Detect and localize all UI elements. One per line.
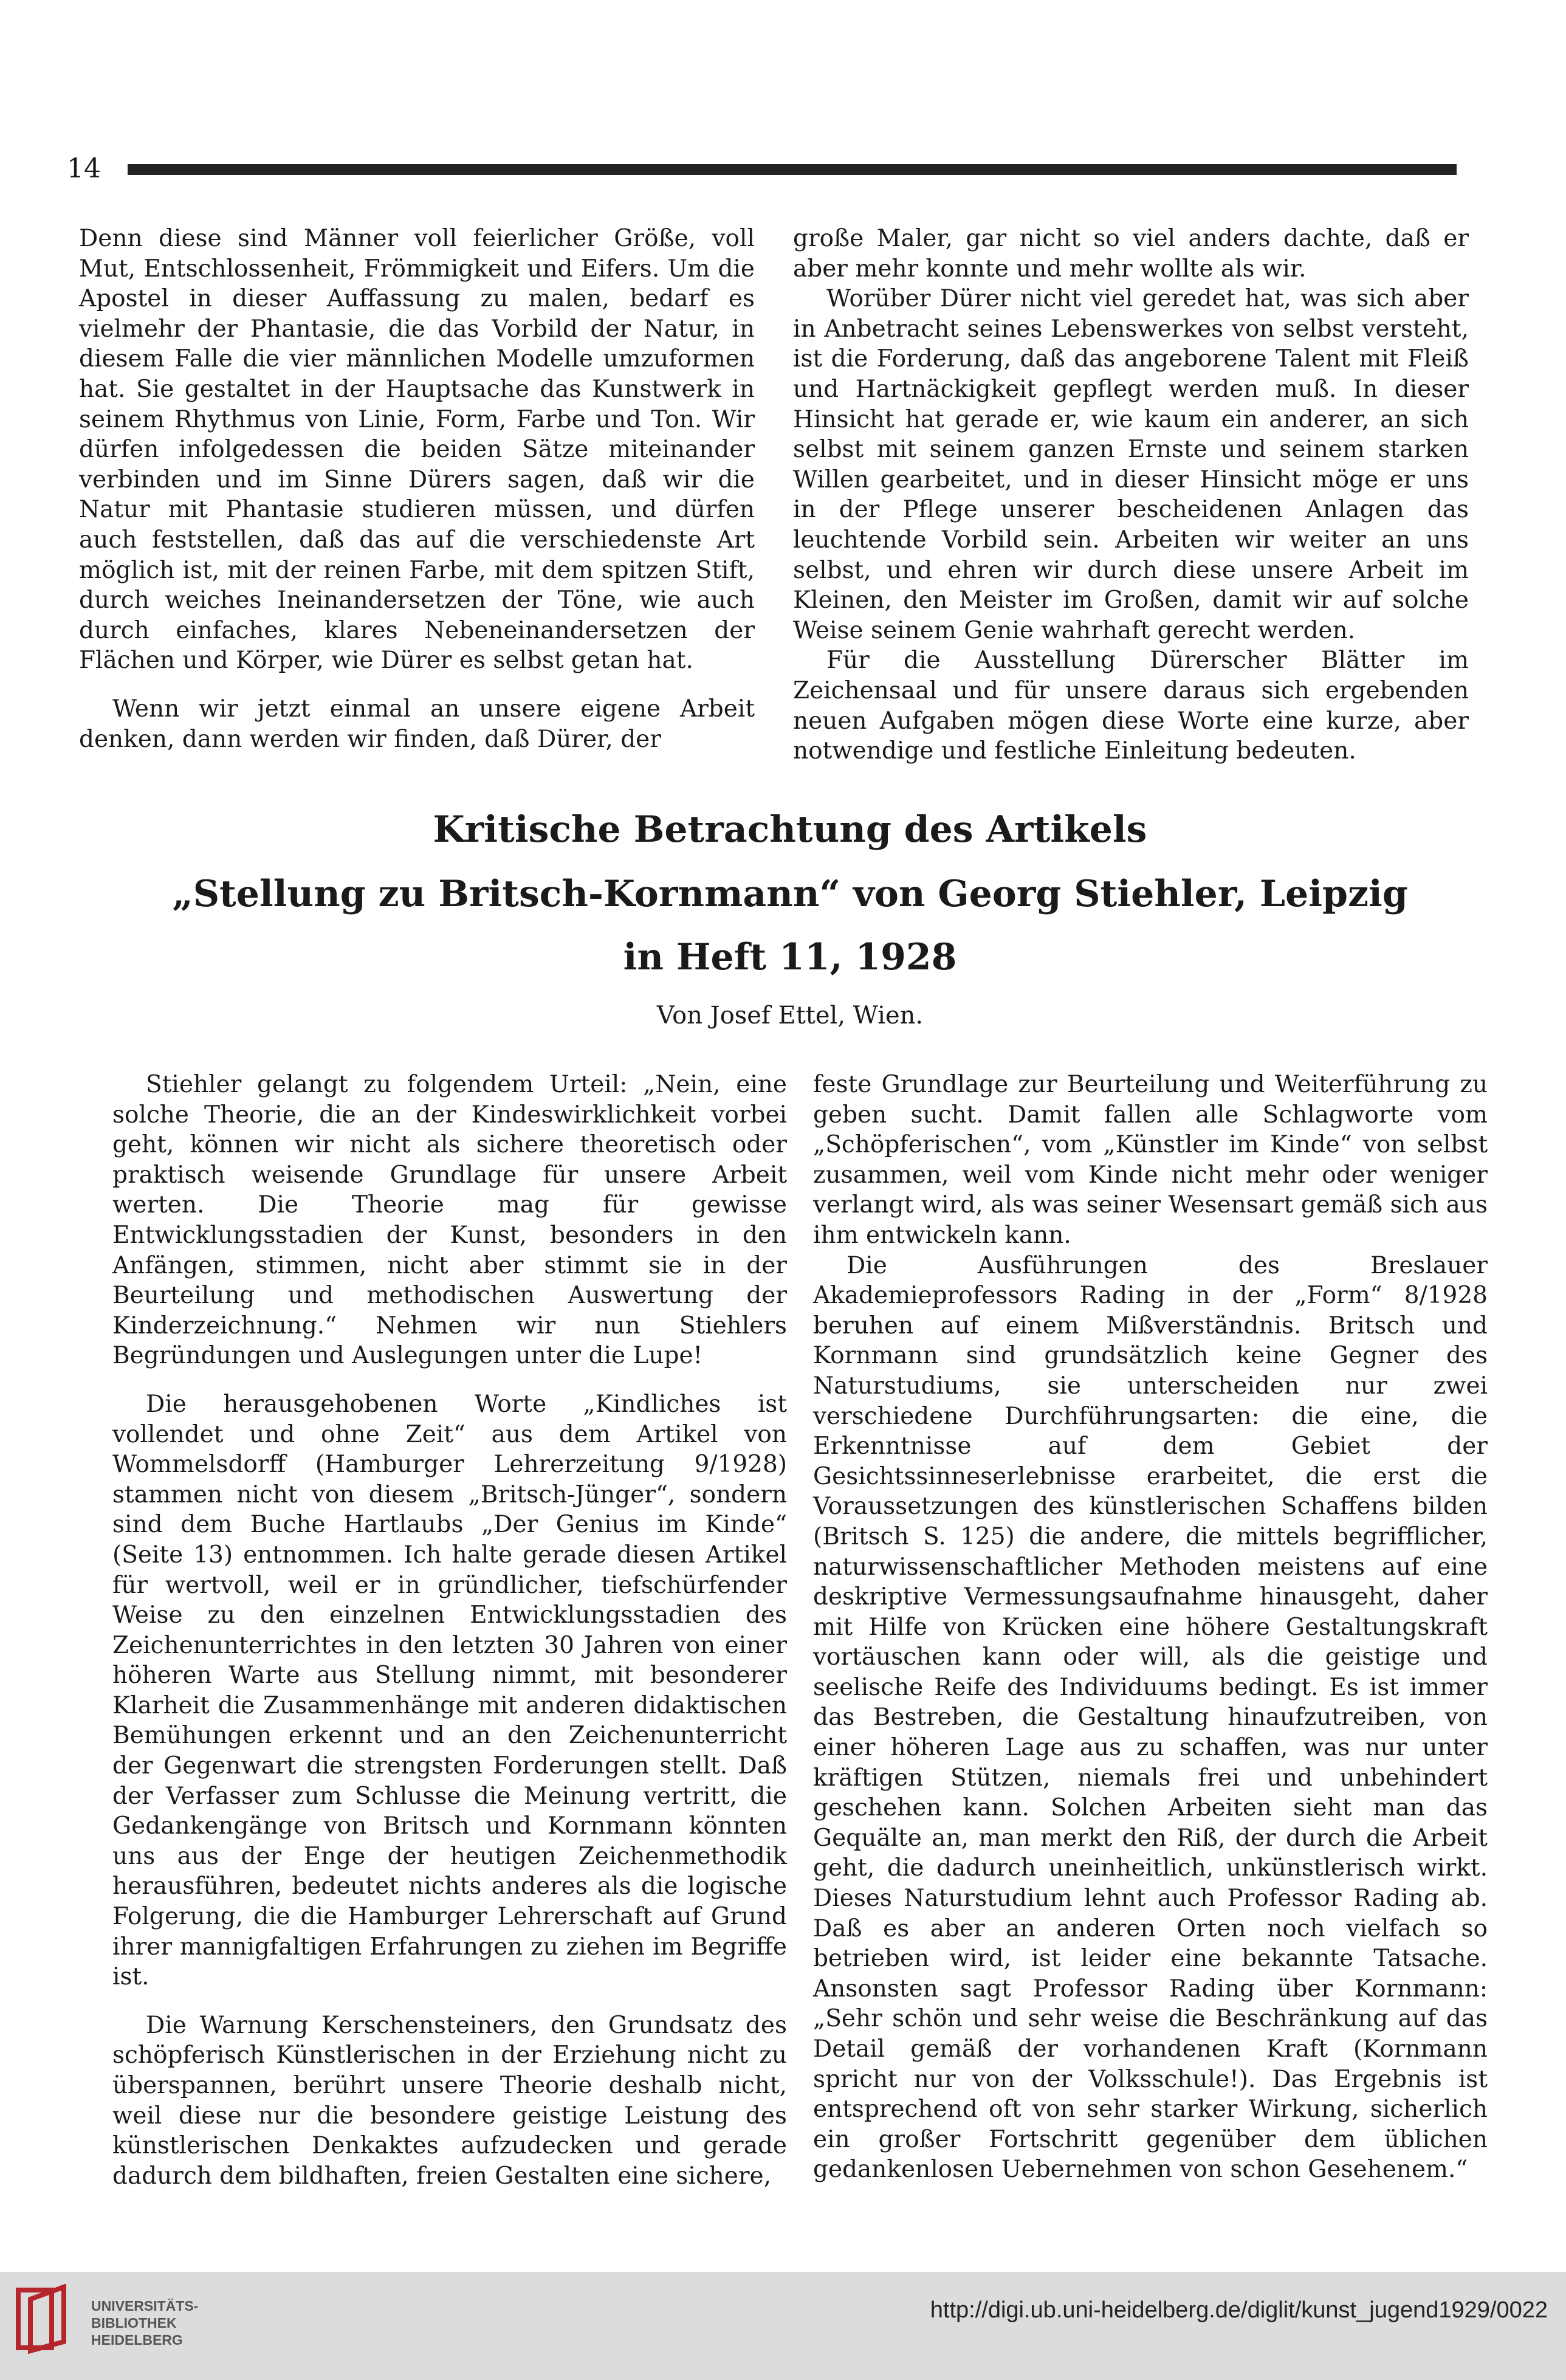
paragraph: große Maler, gar nicht so viel anders dachte, daß er aber mehr konnte und mehr wollte als wir. — [793, 225, 1469, 283]
paragraph: Stiehler gelangt zu folgendem Urteil: „Nein, eine solche Theorie, die an der Kindeswirklichkeit vorbei geht, können wir nicht als sichere theoretisch oder praktisch weisende Grundlage für unsere Arbeit werten. Die Theorie mag für gewisse Entwicklungsstadien der Kunst, besonders in den Anfängen, stimmen, nicht aber stimmt sie in der Beurteilung und methodischen Auswertung der Kinderzeichnung.“ Nehmen wir nun Stiehlers Begründungen und Auslegungen unter die Lupe! — [112, 1071, 787, 1370]
top-right-column — [793, 224, 1469, 766]
article-byline: Von Josef Ettel, Wien. — [656, 1002, 924, 1030]
article-title-line-2: „Stellung zu Britsch-Kornmann“ von Georg Stiehler, Leipzig — [172, 873, 1408, 915]
paragraph: Wenn wir jetzt einmal an unsere eigene Arbeit denken, dann werden wir finden, daß Dürer, der — [79, 695, 755, 753]
paragraph: Worüber Dürer nicht viel geredet hat, was sich aber in Anbetracht seines Lebenswerkes von selbst versteht, ist die Forderung, daß das angeborene Talent mit Fleiß und Hartnäckigkeit gepflegt werden muß. In dieser Hinsicht hat gerade er, wie kaum ein anderer, an sich selbst mit seinem ganzen Ernste und seinem starken Willen gearbeitet, und in dieser Hinsicht möge er uns in der Pflege unserer bescheidenen Anlagen das leuchtende Vorbild sein. Arbeiten wir weiter an uns selbst, und ehren wir durch diese unsere Arbeit im Kleinen, den Meister im Großen, damit wir auf solche Weise seinem Genie wahrhaft gerecht werden. — [793, 285, 1469, 644]
paragraph: Für die Ausstellung Dürerscher Blätter im Zeichensaal und für unsere daraus sich ergebenden neuen Aufgaben mögen diese Worte eine kurze, aber notwendige und festliche Einleitung bedeuten. — [793, 647, 1469, 765]
source-url-link[interactable]: http://digi.ub.uni-heidelberg.de/diglit/kunst_jugend1929/0022 — [930, 2297, 1548, 2323]
header-rule — [128, 164, 1457, 175]
article-title-line-3: in Heft 11, 1928 — [623, 936, 957, 978]
library-logo-text — [91, 2297, 198, 2348]
paragraph: Die herausgehobenen Worte „Kindliches ist vollendet und ohne Zeit“ aus dem Artikel von Wommelsdorff (Hamburger Lehrerzeitung 9/1928) stammen nicht von diesem „Britsch-Jünger“, sondern sind dem Buche Hartlaubs „Der Genius im Kinde“ (Seite 13) entnommen. Ich halte gerade diesen Artikel für wertvoll, weil er in gründlicher, tiefschürfender Weise zu den einzelnen Entwicklungsstadien des Zeichenunterrichtes in den letzten 30 Jahren von einer höheren Warte aus Stellung nimmt, mit besonderer Klarheit die Zusammenhänge mit anderen didaktischen Bemühungen erkennt und an den Zeichenunterricht der Gegenwart die strengsten Forderungen stellt. Daß der Verfasser zum Schlusse die Meinung vertritt, die Gedankengänge von Britsch und Kornmann könnten uns aus der Enge der heutigen Zeichenmethodik herausführen, bedeutet nichts anderes als die logische Folgerung, die die Hamburger Lehrerschaft auf Grund ihrer mannigfaltigen Erfahrungen zu ziehen im Begriffe ist. — [112, 1390, 787, 1991]
logo-line: HEIDELBERG — [91, 2332, 183, 2348]
article-right-column — [813, 1070, 1488, 2185]
page-number: 14 — [67, 153, 101, 184]
paragraph: Die Warnung Kerschensteiners, den Grundsatz des schöpferisch Künstlerischen in der Erziehung nicht zu überspannen, berührt unsere Theorie deshalb nicht, weil diese nur die besondere geistige Leistung des künstlerischen Denkaktes aufzudecken und gerade dadurch dem bildhaften, freien Gestalten eine sichere, — [112, 2011, 787, 2190]
logo-line: BIBLIOTHEK — [91, 2315, 177, 2331]
paragraph: Die Ausführungen des Breslauer Akademieprofessors Rading in der „Form“ 8/1928 beruhen auf einem Mißverständnis. Britsch und Kornmann sind grundsätzlich keine Gegner des Naturstudiums, sie unterscheiden nur zwei verschiedene Durchführungsarten: die eine, die Erkenntnisse auf dem Gebiet der Gesichtssinneserlebnisse erarbeitet, die erst die Voraussetzungen des künstlerischen Schaffens bilden (Britsch S. 125) die andere, die mittels begrifflicher, naturwissenschaftlicher Methoden meistens auf eine deskriptive Vermessungsaufnahme hinausgeht, daher mit Hilfe von Krücken eine höhere Gestaltungskraft vortäuschen kann oder will, als die geistige und seelische Reife des Individuums bedingt. Es ist immer das Bestreben, die Gestaltung hinaufzutreiben, von einer höheren Lage aus zu schaffen, was nur unter kräftigen Stützen, niemals frei und unbehindert geschehen kann. Solchen Arbeiten sieht man das Gequälte an, man merkt den Riß, der durch die Arbeit geht, die dadurch uneinheitlich, unkünstlerisch wirkt. Dieses Naturstudium lehnt auch Professor Rading ab. Daß es aber an anderen Orten noch vielfach so betrieben wird, ist leider eine bekannte Tatsache. Ansonsten sagt Professor Rading über Kornmann: „Sehr schön und sehr weise die Beschränkung auf das Detail gemäß der vorhandenen Kraft (Kornmann spricht nur von der Volksschule!). Das Ergebnis ist entsprechend oft von sehr starker Wirkung, sicherlich ein großer Fortschritt gegenüber dem üblichen gedankenlosen Uebernehmen von schon Gesehenem.“ — [813, 1251, 1488, 2184]
article-title-line-1: Kritische Betrachtung des Artikels — [433, 808, 1147, 851]
top-left-column — [79, 224, 755, 754]
paragraph: Denn diese sind Männer voll feierlicher Größe, voll Mut, Entschlossenheit, Frömmigkeit und Eifers. Um die Apostel in dieser Auffassung zu malen, bedarf es vielmehr der Phantasie, die das Vorbild der Natur, in diesem Falle die vier männlichen Modelle umzuformen hat. Sie gestaltet in der Hauptsache das Kunstwerk in seinem Rhythmus von Linie, Form, Farbe und Ton. Wir dürfen infolgedessen die beiden Sätze miteinander verbinden und im Sinne Dürers sagen, daß wir die Natur mit Phantasie studieren müssen, und dürfen auch feststellen, daß das auf die verschiedenste Art möglich ist, mit der reinen Farbe, mit dem spitzen Stift, durch weiches Ineinandersetzen der Töne, wie auch durch einfaches, klares Nebeneinandersetzen der Flächen und Körper, wie Dürer es selbst getan hat. — [79, 225, 755, 675]
logo-line: UNIVERSITÄTS- — [91, 2298, 199, 2314]
paragraph: feste Grundlage zur Beurteilung und Weiterführung zu geben sucht. Damit fallen alle Schlagworte vom „Schöpferischen“, vom „Künstler im Kinde“ von selbst zusammen, weil vom Kinde nicht mehr oder weniger verlangt wird, als was seiner Wesensart gemäß sich aus ihm entwickeln kann. — [813, 1071, 1488, 1249]
footer-bar — [0, 2272, 1566, 2380]
library-logo-icon — [12, 2284, 73, 2354]
article-left-column — [112, 1070, 787, 2191]
